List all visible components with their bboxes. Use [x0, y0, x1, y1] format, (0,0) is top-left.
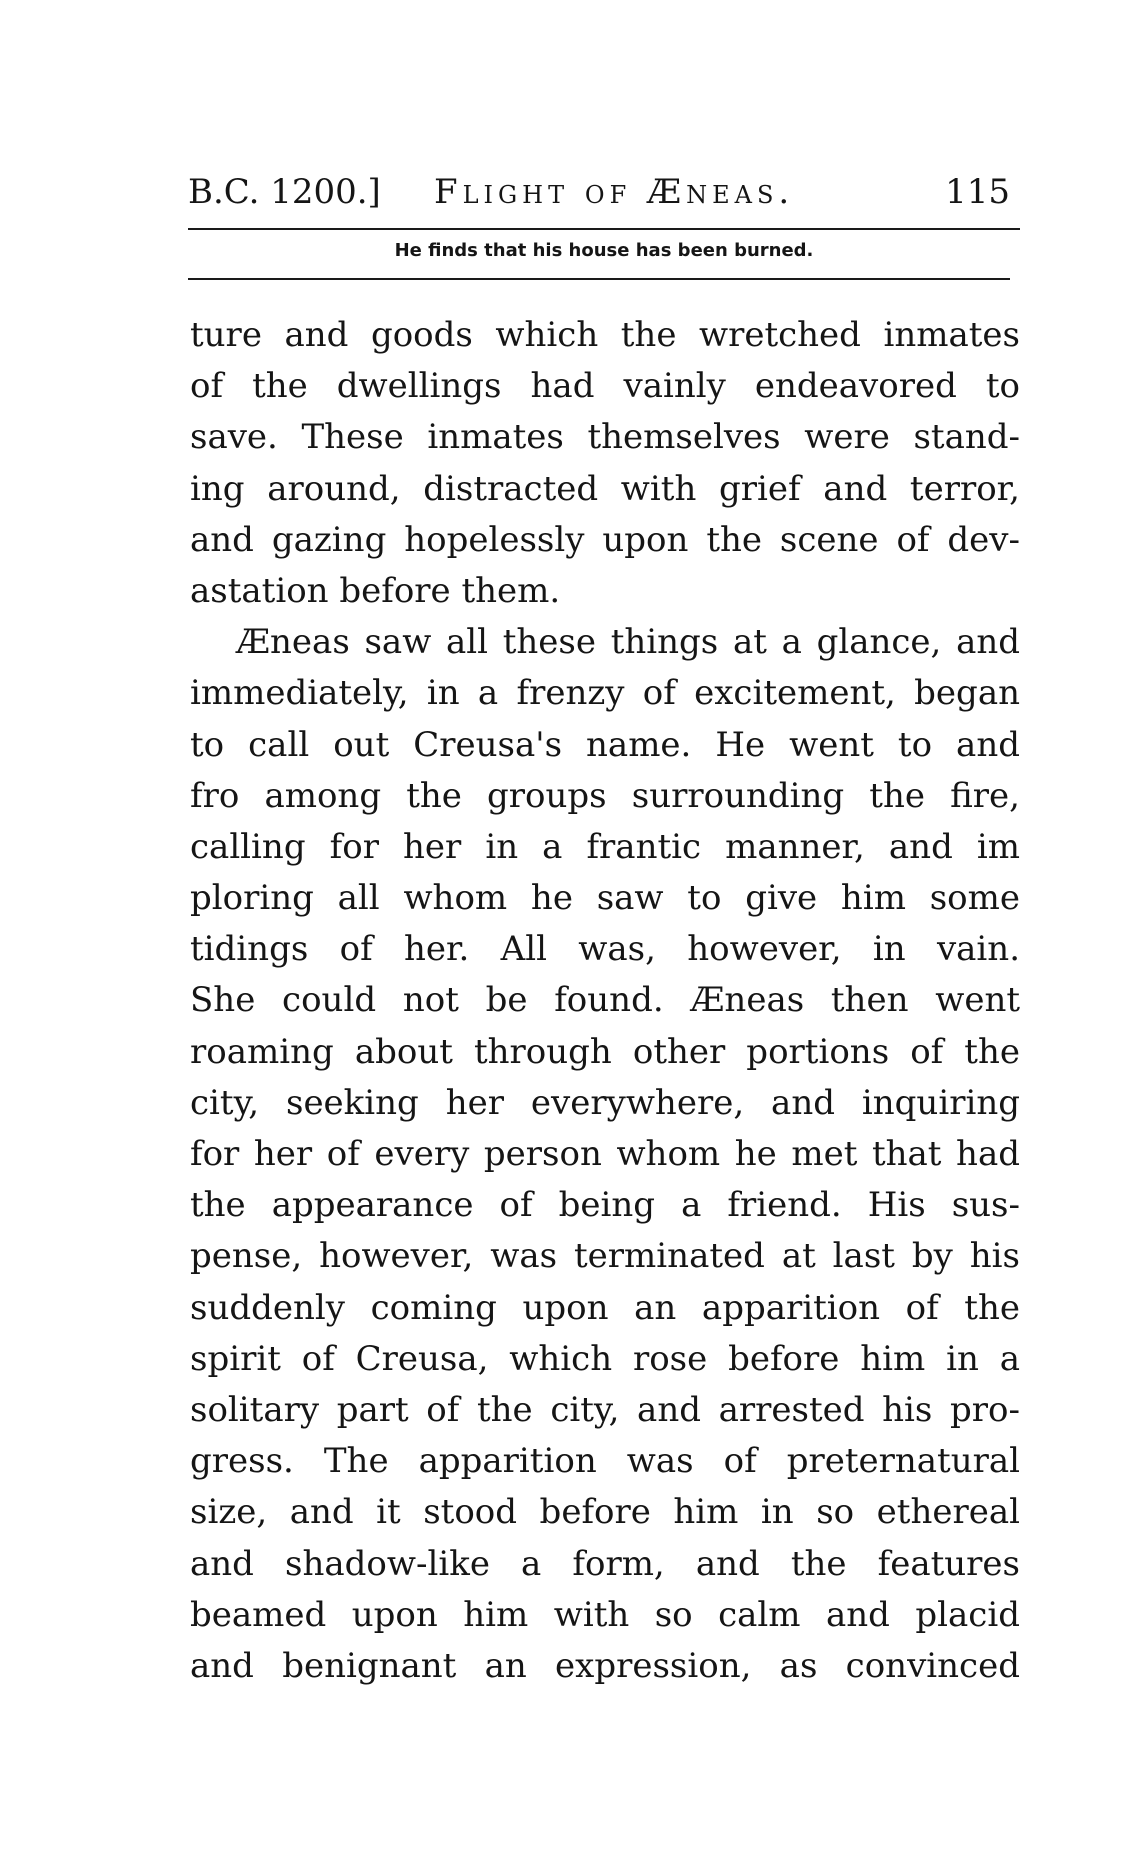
text-line: solitary part of the city, and arrested his pro-: [190, 1389, 1020, 1430]
text-line: Æneas saw all these things at a glance, and: [236, 622, 1020, 663]
text-line: tidings of her. All was, however, in vain.: [190, 929, 1020, 970]
header-rule-top: [188, 228, 1020, 230]
subhead: He finds that his house has been burned.: [394, 240, 814, 261]
text-line: beamed upon him with so calm and placid: [190, 1594, 1020, 1635]
text-line: astation before them.: [190, 570, 561, 611]
text-line: She could not be found. Æneas then went: [190, 980, 1020, 1021]
text-line: spirit of Creusa, which rose before him in a: [190, 1338, 1020, 1379]
text-line: for her of every person whom he met that had: [190, 1134, 1020, 1174]
text-line: and shadow-like a form, and the features: [190, 1543, 1020, 1584]
text-line: immediately, in a frenzy of excitement, began: [190, 673, 1020, 714]
running-head-date: B.C. 1200.]: [188, 172, 381, 212]
text-line: of the dwellings had vainly endeavored to: [190, 366, 1020, 407]
running-head-title: Flight of Æneas.: [434, 172, 795, 212]
text-line: ploring all whom he saw to give him some: [190, 878, 1020, 919]
text-line: and benignant an expression, as convinced: [190, 1645, 1020, 1686]
text-line: suddenly coming upon an apparition of the: [190, 1287, 1020, 1328]
header-rule-bottom: [188, 278, 1010, 280]
text-line: and gazing hopelessly upon the scene of dev-: [190, 519, 1020, 560]
running-head: [188, 172, 1020, 220]
page-number: 115: [945, 172, 1010, 212]
text-line: fro among the groups surrounding the fire,: [190, 775, 1020, 816]
text-line: the appearance of being a friend. His sus-: [190, 1185, 1020, 1226]
text-line: ing around, distracted with grief and terror,: [190, 468, 1020, 509]
text-line: pense, however, was terminated at last by his: [190, 1236, 1020, 1277]
text-line: calling for her in a frantic manner, and im: [190, 826, 1020, 867]
body-text: [190, 310, 1020, 1692]
text-line: gress. The apparition was of preternatural: [190, 1441, 1020, 1482]
text-line: size, and it stood before him in so ethereal: [190, 1492, 1020, 1533]
text-line: save. These inmates themselves were stand-: [190, 417, 1020, 458]
text-line: ture and goods which the wretched inmates: [190, 315, 1020, 355]
text-line: roaming about through other portions of the: [190, 1031, 1020, 1072]
text-line: to call out Creusa's name. He went to and: [190, 724, 1020, 765]
text-line: city, seeking her everywhere, and inquiring: [190, 1082, 1020, 1123]
